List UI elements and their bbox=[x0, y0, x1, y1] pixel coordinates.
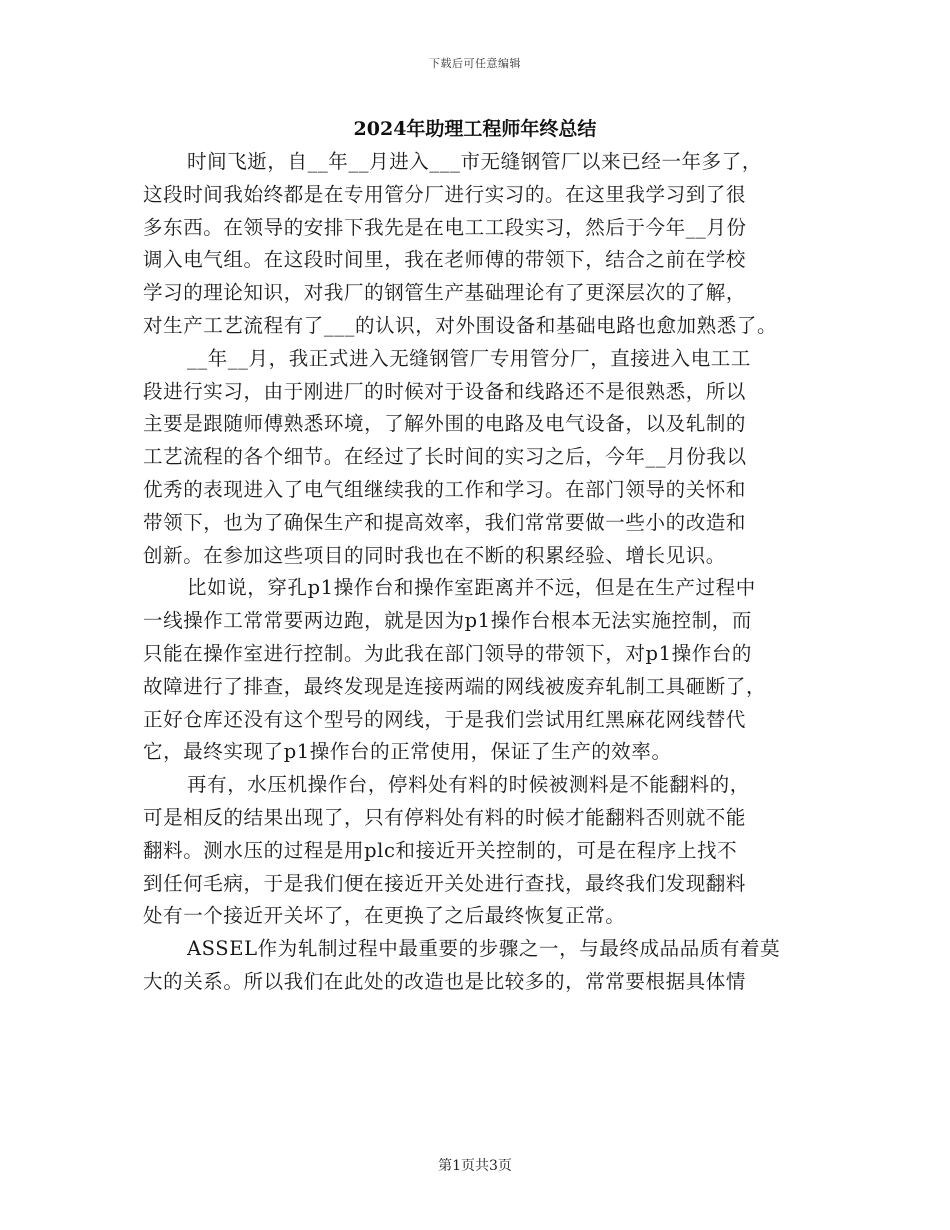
paragraph-2-line-6: 带领下，也为了确保生产和提高效率，我们常常要做一些小的改造和 bbox=[143, 510, 747, 534]
paragraph-2-line-4: 工艺流程的各个细节。在经过了长时间的实习之后，今年__月份我以 bbox=[143, 445, 747, 469]
paragraph-3-line-5: 正好仓库还没有这个型号的网线，于是我们尝试用红黑麻花网线替代 bbox=[143, 707, 747, 731]
paragraph-1-line-3: 多东西。在领导的安排下我先是在电工工段实习，然后于今年__月份 bbox=[143, 215, 747, 239]
header-note: 下载后可任意编辑 bbox=[429, 57, 521, 70]
paragraph-3-line-1: 比如说，穿孔p1操作台和操作室距离并不远，但是在生产过程中 bbox=[187, 576, 756, 600]
paragraph-2-line-2: 段进行实习，由于刚进厂的时候对于设备和线路还不是很熟悉，所以 bbox=[143, 379, 747, 403]
paragraph-5-line-2: 大的关系。所以我们在此处的改造也是比较多的，常常要根据具体情 bbox=[143, 969, 747, 993]
paragraph-1-line-2: 这段时间我始终都是在专用管分厂进行实习的。在这里我学习到了很 bbox=[143, 182, 747, 206]
paragraph-3-line-2: 一线操作工常常要两边跑，就是因为p1操作台根本无法实施控制，而 bbox=[143, 609, 752, 633]
document-body bbox=[143, 146, 818, 999]
paragraph-2-line-1: __年__月，我正式进入无缝钢管厂专用管分厂，直接进入电工工 bbox=[187, 346, 752, 370]
paragraph-4-line-2: 可是相反的结果出现了，只有停料处有料的时候才能翻料否则就不能 bbox=[143, 805, 747, 829]
paragraph-3-line-4: 故障进行了排查，最终发现是连接两端的网线被废弃轧制工具砸断了， bbox=[143, 674, 767, 698]
paragraph-3-line-3: 只能在操作室进行控制。为此我在部门领导的带领下，对p1操作台的 bbox=[143, 641, 752, 665]
paragraph-4-line-1: 再有，水压机操作台，停料处有料的时候被测料是不能翻料的， bbox=[187, 773, 750, 797]
paragraph-5-line-1: ASSEL作为轧制过程中最重要的步骤之一，与最终成品品质有着莫 bbox=[187, 937, 781, 961]
document-title: 2024年助理工程师年终总结 bbox=[353, 118, 597, 140]
paragraph-4-line-3: 翻料。测水压的过程是用plc和接近开关控制的，可是在程序上找不 bbox=[143, 838, 738, 862]
paragraph-1-line-5: 学习的理论知识，对我厂的钢管生产基础理论有了更深层次的了解， bbox=[143, 281, 747, 305]
page-number: 第1页共3页 bbox=[438, 1158, 512, 1174]
paragraph-1-line-6: 对生产工艺流程有了___的认识，对外围设备和基础电路也愈加熟悉了。 bbox=[143, 313, 778, 337]
paragraph-4-line-4: 到任何毛病，于是我们便在接近开关处进行查找，最终我们发现翻料 bbox=[143, 871, 747, 895]
paragraph-4-line-5: 处有一个接近开关坏了，在更换了之后最终恢复正常。 bbox=[143, 904, 626, 928]
paragraph-1-line-4: 调入电气组。在这段时间里，我在老师傅的带领下，结合之前在学校 bbox=[143, 248, 747, 272]
paragraph-2-line-3: 主要是跟随师傅熟悉环境，了解外围的电路及电气设备，以及轧制的 bbox=[143, 412, 747, 436]
paragraph-3-line-6: 它，最终实现了p1操作台的正常使用，保证了生产的效率。 bbox=[143, 740, 672, 764]
paragraph-1-line-1: 时间飞逝，自__年__月进入___市无缝钢管厂以来已经一年多了， bbox=[187, 150, 762, 173]
paragraph-2-line-7: 创新。在参加这些项目的同时我也在不断的积累经验、增长见识。 bbox=[143, 543, 726, 567]
paragraph-2-line-5: 优秀的表现进入了电气组继续我的工作和学习。在部门领导的关怀和 bbox=[143, 477, 747, 501]
